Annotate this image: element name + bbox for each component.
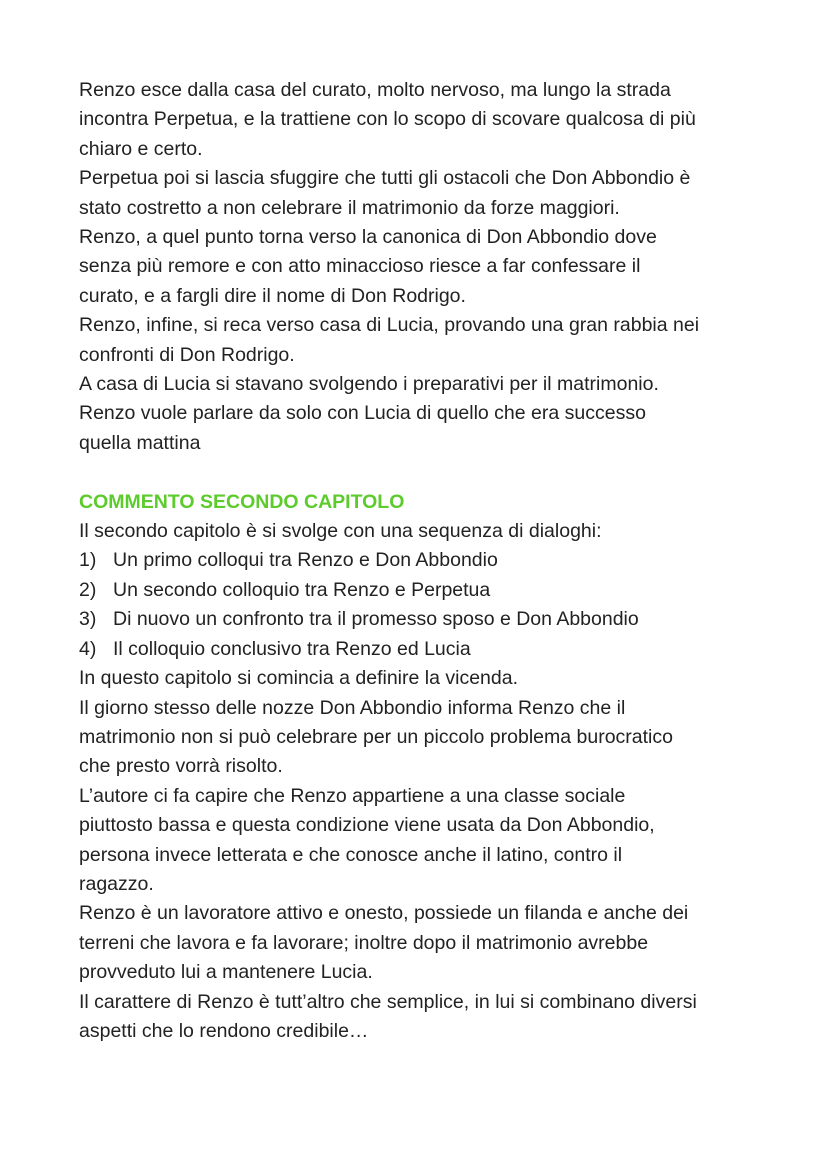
text-line: Renzo è un lavoratore attivo e onesto, possiede un filanda e anche dei — [79, 902, 689, 925]
commento-body — [79, 664, 779, 1046]
text-line: A casa di Lucia si stavano svolgendo i preparativi per il matrimonio. — [79, 373, 659, 396]
list-text: Un secondo colloquio tra Renzo e Perpetua — [113, 578, 491, 601]
text-line: matrimonio non si può celebrare per un piccolo problema burocratico — [79, 725, 673, 748]
text-line: terreni che lavora e fa lavorare; inoltre dopo il matrimonio avrebbe — [79, 931, 649, 954]
dialogue-list — [79, 546, 779, 664]
text-line: Il giorno stesso delle nozze Don Abbondio informa Renzo che il — [79, 696, 626, 719]
text-line: L’autore ci fa capire che Renzo appartiene a una classe sociale — [79, 784, 626, 807]
text-line: Renzo, a quel punto torna verso la canonica di Don Abbondio dove — [79, 226, 657, 249]
intro-paragraph — [79, 76, 779, 458]
text-line: Renzo, infine, si reca verso casa di Lucia, provando una gran rabbia nei — [79, 314, 700, 337]
list-number: 3) — [79, 608, 97, 631]
list-number: 1) — [79, 549, 97, 572]
text-line: Renzo esce dalla casa del curato, molto nervoso, ma lungo la strada — [79, 79, 671, 101]
list-item — [79, 605, 779, 634]
list-text: Un primo colloqui tra Renzo e Don Abbondio — [113, 549, 498, 572]
text-line: quella mattina — [79, 431, 201, 454]
text-line: ragazzo. — [79, 872, 154, 895]
text-line: curato, e a fargli dire il nome di Don Rodrigo. — [79, 284, 466, 307]
text-line: senza più remore e con atto minaccioso riesce a far confessare il — [79, 255, 641, 278]
text-line: In questo capitolo si comincia a definire la vicenda. — [79, 667, 518, 690]
list-item — [79, 576, 779, 605]
text-line: Perpetua poi si lascia sfuggire che tutti gli ostacoli che Don Abbondio è — [79, 167, 691, 190]
text-line: aspetti che lo rendono credibile… — [79, 1019, 369, 1042]
section-lead: Il secondo capitolo è si svolge con una sequenza di dialoghi: — [79, 520, 602, 543]
text-line: Il carattere di Renzo è tutt’altro che semplice, in lui si combinano diversi — [79, 990, 697, 1013]
list-number: 4) — [79, 637, 97, 660]
text-line: piuttosto bassa e questa condizione viene usata da Don Abbondio, — [79, 814, 655, 837]
text-line: che presto vorrà risolto. — [79, 755, 283, 778]
text-line: stato costretto a non celebrare il matrimonio da forze maggiori. — [79, 196, 620, 219]
text-line: Renzo vuole parlare da solo con Lucia di quello che era successo — [79, 402, 646, 425]
list-text: Di nuovo un confronto tra il promesso sposo e Don Abbondio — [113, 608, 639, 631]
list-number: 2) — [79, 578, 97, 601]
text-line: provveduto lui a mantenere Lucia. — [79, 961, 373, 984]
list-item — [79, 635, 779, 664]
spacer — [79, 458, 779, 487]
commento-section — [79, 488, 779, 1047]
section-heading: COMMENTO SECONDO CAPITOLO — [79, 490, 405, 513]
text-line: confronti di Don Rodrigo. — [79, 343, 295, 366]
text-line: incontra Perpetua, e la trattiene con lo scopo di scovare qualcosa di più — [79, 108, 696, 131]
list-text: Il colloquio conclusivo tra Renzo ed Lucia — [113, 637, 471, 660]
list-item — [79, 546, 779, 575]
document-page — [79, 76, 779, 1046]
text-line: persona invece letterata e che conosce anche il latino, contro il — [79, 843, 623, 866]
text-line: chiaro e certo. — [79, 137, 203, 160]
